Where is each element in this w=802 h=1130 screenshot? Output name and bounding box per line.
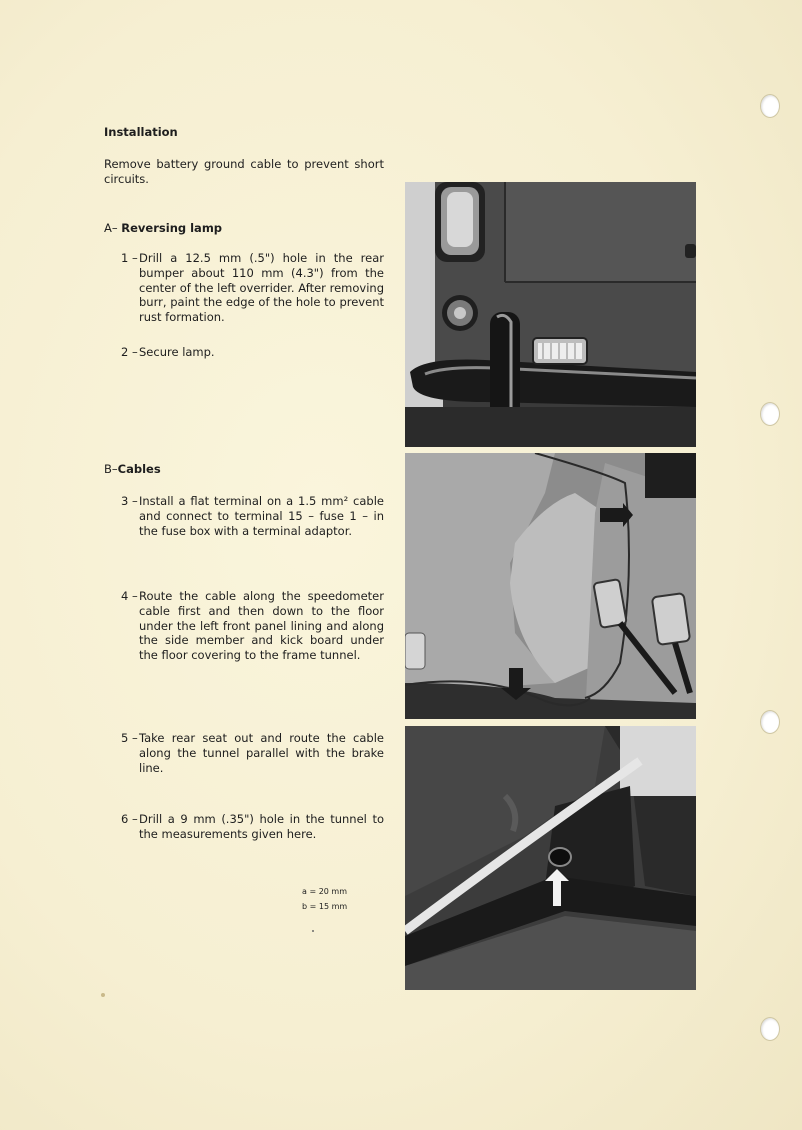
step-text: Secure lamp.: [139, 345, 215, 359]
binder-hole: [760, 710, 780, 734]
installation-heading: Installation: [104, 125, 178, 139]
photo-tunnel-hole: [405, 726, 696, 990]
binder-hole: [760, 1017, 780, 1041]
step-6: [121, 812, 384, 844]
step-number: 5 –: [121, 731, 138, 745]
step-number: 3 –: [121, 494, 138, 508]
step-text: Drill a 12.5 mm (.5") hole in the rear bumper about 110 mm (4.3") from the center of the left overrider. After removing burr, paint the edge of the hole to prevent rust formation.: [139, 251, 384, 325]
step-3: [121, 494, 384, 540]
step-number: 2 –: [121, 345, 138, 359]
step-text: Install a flat terminal on a 1.5 mm² cable and connect to terminal 15 – fuse 1 – in the fuse box with a terminal adaptor.: [139, 494, 384, 538]
measurement-a: a = 20 mm: [302, 887, 347, 896]
step-number: 4 –: [121, 589, 138, 603]
binder-hole: [760, 402, 780, 426]
section-b-prefix: B–: [104, 462, 118, 476]
binder-hole: [760, 94, 780, 118]
print-speck: [312, 930, 314, 932]
step-text: Take rear seat out and route the cable along the tunnel parallel with the brake line.: [139, 731, 384, 775]
section-b-title: Cables: [117, 462, 161, 476]
step-5: [121, 731, 384, 775]
section-a-prefix: A–: [104, 221, 118, 235]
step-4: [121, 589, 384, 665]
print-speck: [101, 993, 105, 997]
step-number: 1 –: [121, 251, 138, 265]
section-a-heading: [104, 221, 222, 236]
step-2: [121, 345, 384, 361]
step-text: Route the cable along the speedometer cable first and then down to the floor under the left front panel lining and along the side member and kick board under the floor covering to the frame tunnel.: [139, 589, 384, 663]
step-number: 6 –: [121, 812, 138, 826]
photo-rear-bumper: [405, 182, 696, 447]
step-1: [121, 251, 384, 325]
installation-intro: Remove battery ground cable to prevent short circuits.: [104, 157, 384, 186]
step-text: Drill a 9 mm (.35") hole in the tunnel to the measurements given here.: [139, 812, 384, 841]
section-b-heading: [104, 462, 161, 477]
section-a-title: Reversing lamp: [121, 221, 223, 235]
photo-footwell: [405, 453, 696, 719]
measurement-b: b = 15 mm: [302, 902, 348, 911]
